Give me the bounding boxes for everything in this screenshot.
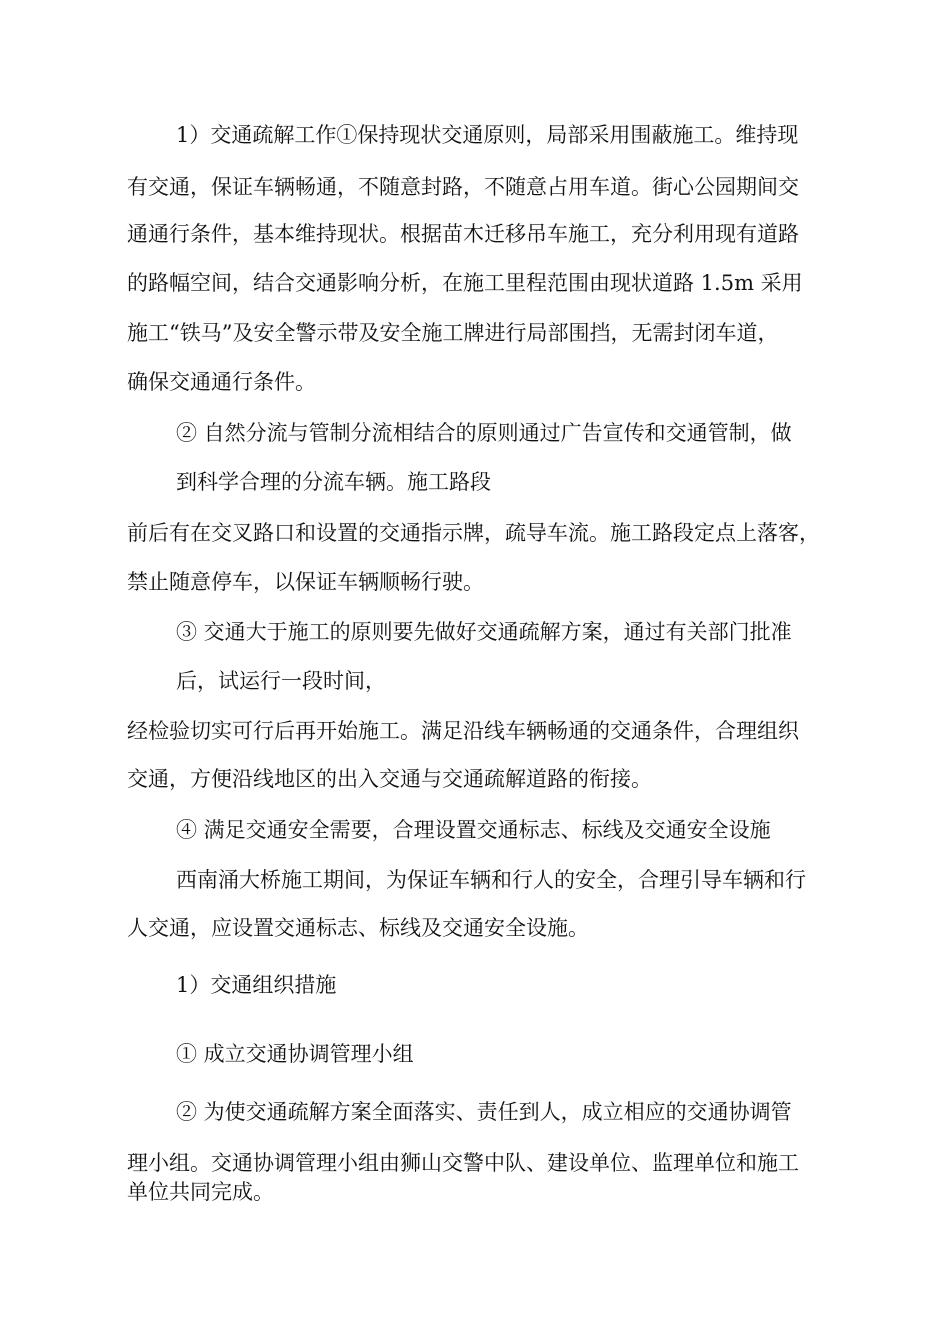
text-line: ① 成立交通协调管理小组 — [176, 1042, 414, 1066]
text-line: ④ 满足交通安全需要，合理设置交通标志、标线及交通安全设施 — [176, 818, 771, 842]
text-line: 1）交通组织措施 — [176, 973, 337, 997]
text-line: 有交通，保证车辆畅通，不随意封路，不随意占用车道。街心公园期间交 — [127, 175, 799, 199]
text-line: 理小组。交通协调管理小组由狮山交警中队、建设单位、监理单位和施工 — [127, 1151, 799, 1175]
text-line: 前后有在交叉路口和设置的交通指示牌，疏导车流。施工路段定点上落客， — [127, 521, 820, 545]
text-line: ② 为使交通疏解方案全面落实、责任到人，成立相应的交通协调管 — [176, 1100, 792, 1124]
text-line: 禁止随意停车，以保证车辆顺畅行驶。 — [127, 570, 484, 594]
text-line: 确保交通通行条件。 — [127, 370, 316, 394]
text-line: 施工“铁马”及安全警示带及安全施工牌进行局部围挡，无需封闭车道， — [127, 321, 779, 345]
text-line: 到科学合理的分流车辆。施工路段 — [176, 470, 491, 494]
text-line: 经检验切实可行后再开始施工。满足沿线车辆畅通的交通条件，合理组织 — [127, 719, 799, 743]
text-line: 的路幅空间，结合交通影响分析，在施工里程范围由现状道路 1.5m 采用 — [127, 271, 803, 295]
text-line: 后，试运行一段时间， — [176, 669, 386, 693]
text-line: 通通行条件，基本维持现状。根据苗木迁移吊车施工，充分利用现有道路 — [127, 222, 799, 246]
text-line: ② 自然分流与管制分流相结合的原则通过广告宣传和交通管制，做 — [176, 421, 792, 445]
text-line: 交通，方便沿线地区的出入交通与交通疏解道路的衔接。 — [127, 767, 652, 791]
text-line: ③ 交通大于施工的原则要先做好交通疏解方案，通过有关部门批准 — [176, 620, 792, 644]
text-line: 1）交通疏解工作①保持现状交通原则，局部采用围蔽施工。维持现 — [176, 123, 799, 147]
text-line: 西南涌大桥施工期间，为保证车辆和行人的安全，合理引导车辆和行 — [176, 868, 806, 892]
text-line: 单位共同完成。 — [127, 1180, 274, 1204]
text-line: 人交通，应设置交通标志、标线及交通安全设施。 — [127, 916, 589, 940]
